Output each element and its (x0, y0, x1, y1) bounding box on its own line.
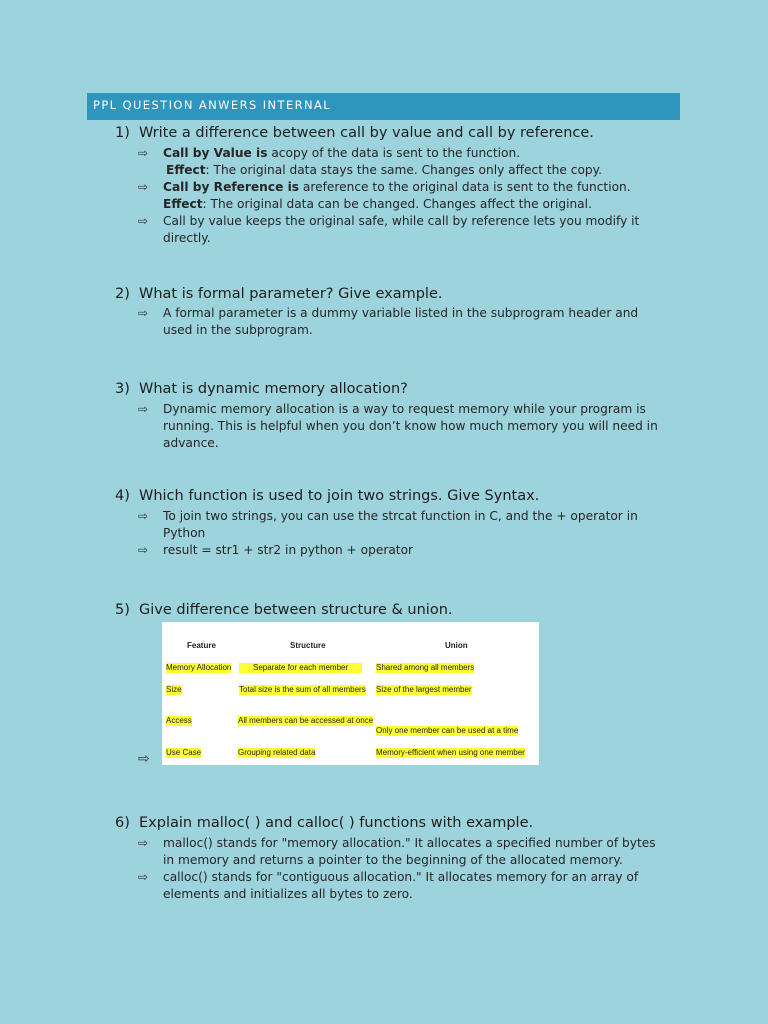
table-cell: Memory-efficient when using one member (376, 748, 525, 757)
question-title: Which function is used to join two strings. Give Syntax. (139, 488, 540, 504)
term: Call by Value is (163, 146, 268, 160)
question-2 (115, 286, 442, 302)
q1-effect-2 (163, 196, 592, 213)
question-title: Explain malloc( ) and calloc( ) functions with example. (139, 815, 534, 831)
question-4 (115, 488, 539, 504)
q6-bullet-1 (138, 835, 663, 869)
question-6 (115, 815, 533, 831)
question-title: Give difference between structure & union. (139, 602, 453, 618)
table-cell: Shared among all members (376, 663, 475, 672)
question-number: 5) (115, 602, 130, 618)
arrow-right-outline-icon: ⇨ (138, 509, 149, 523)
table-cell: Use Case (166, 748, 202, 757)
question-1 (115, 125, 594, 141)
effect-label: Effect (163, 197, 203, 211)
table-header: Feature (187, 641, 216, 650)
bullet-text: Call by value keeps the original safe, while call by reference lets you modify it directly. (163, 214, 640, 245)
table-cell: Access (166, 716, 192, 725)
q4-bullet-1 (138, 508, 653, 542)
table-cell: Separate for each member (239, 663, 362, 673)
question-title: Write a difference between call by value and call by reference. (139, 125, 594, 141)
table-header: Union (445, 641, 468, 650)
question-number: 3) (115, 381, 130, 397)
question-number: 1) (115, 125, 130, 141)
table-cell: Memory Allocation (166, 663, 232, 672)
bullet-text: malloc() stands for "memory allocation." It allocates a specified number of bytes in memory and returns a pointer to the beginning of the allocated memory. (163, 836, 656, 867)
table-cell: Grouping related data (238, 748, 316, 757)
bullet-text: result = str1 + str2 in python + operator (163, 543, 414, 557)
q4-bullet-2 (138, 542, 668, 559)
question-number: 2) (115, 286, 130, 302)
question-title: What is dynamic memory allocation? (139, 381, 408, 397)
definition: areference to the original data is sent to the function. (299, 180, 631, 194)
q3-bullet-1 (138, 401, 663, 452)
q1-effect-1 (166, 162, 602, 179)
question-number: 6) (115, 815, 130, 831)
bullet-text: A formal parameter is a dummy variable listed in the subprogram header and used in the subprogram. (163, 306, 639, 337)
table-header: Structure (290, 641, 326, 650)
q2-bullet-1 (138, 305, 668, 339)
arrow-right-outline-icon: ⇨ (138, 836, 149, 850)
q1-bullet-1 (138, 145, 668, 162)
arrow-right-outline-icon: ⇨ (138, 870, 149, 884)
question-number: 4) (115, 488, 130, 504)
header-bar (87, 93, 680, 120)
bullet-text: To join two strings, you can use the strcat function in C, and the + operator in Python (163, 509, 638, 540)
question-title: What is formal parameter? Give example. (139, 286, 443, 302)
q6-bullet-2 (138, 869, 648, 903)
q1-bullet-3 (138, 213, 658, 247)
effect-text: : The original data stays the same. Changes only affect the copy. (205, 163, 603, 177)
term: Call by Reference is (163, 180, 300, 194)
table-cell: Size of the largest member (376, 685, 472, 694)
table-cell: Size (166, 685, 182, 694)
q1-bullet-2 (138, 179, 668, 196)
bullet-text: Dynamic memory allocation is a way to request memory while your program is running. This is helpful when you don’t know how much memory you will need in advance. (163, 402, 658, 450)
table-cell: All members can be accessed at once (238, 716, 374, 725)
arrow-right-outline-icon: ⇨ (138, 180, 149, 194)
table-cell: Only one member can be used at a time (376, 726, 519, 735)
bullet-text: calloc() stands for "contiguous allocation." It allocates memory for an array of elements and initializes all bytes to zero. (163, 870, 639, 901)
effect-text: : The original data can be changed. Changes affect the original. (202, 197, 592, 211)
table-cell: Total size is the sum of all members (239, 685, 366, 694)
effect-label: Effect (166, 163, 206, 177)
question-3 (115, 381, 408, 397)
definition: acopy of the data is sent to the function. (267, 146, 521, 160)
structure-union-table (162, 622, 539, 765)
arrow-right-outline-icon: ⇨ (138, 543, 149, 557)
arrow-right-outline-icon: ⇨ (138, 306, 149, 320)
arrow-right-outline-icon: ⇨ (138, 146, 149, 160)
question-5 (115, 602, 453, 618)
arrow-right-outline-icon: ⇨ (138, 402, 149, 416)
arrow-right-outline-icon: ⇨ (138, 751, 150, 767)
document-title: PPL QUESTION ANWERS INTERNAL (93, 98, 332, 112)
arrow-right-outline-icon: ⇨ (138, 214, 149, 228)
